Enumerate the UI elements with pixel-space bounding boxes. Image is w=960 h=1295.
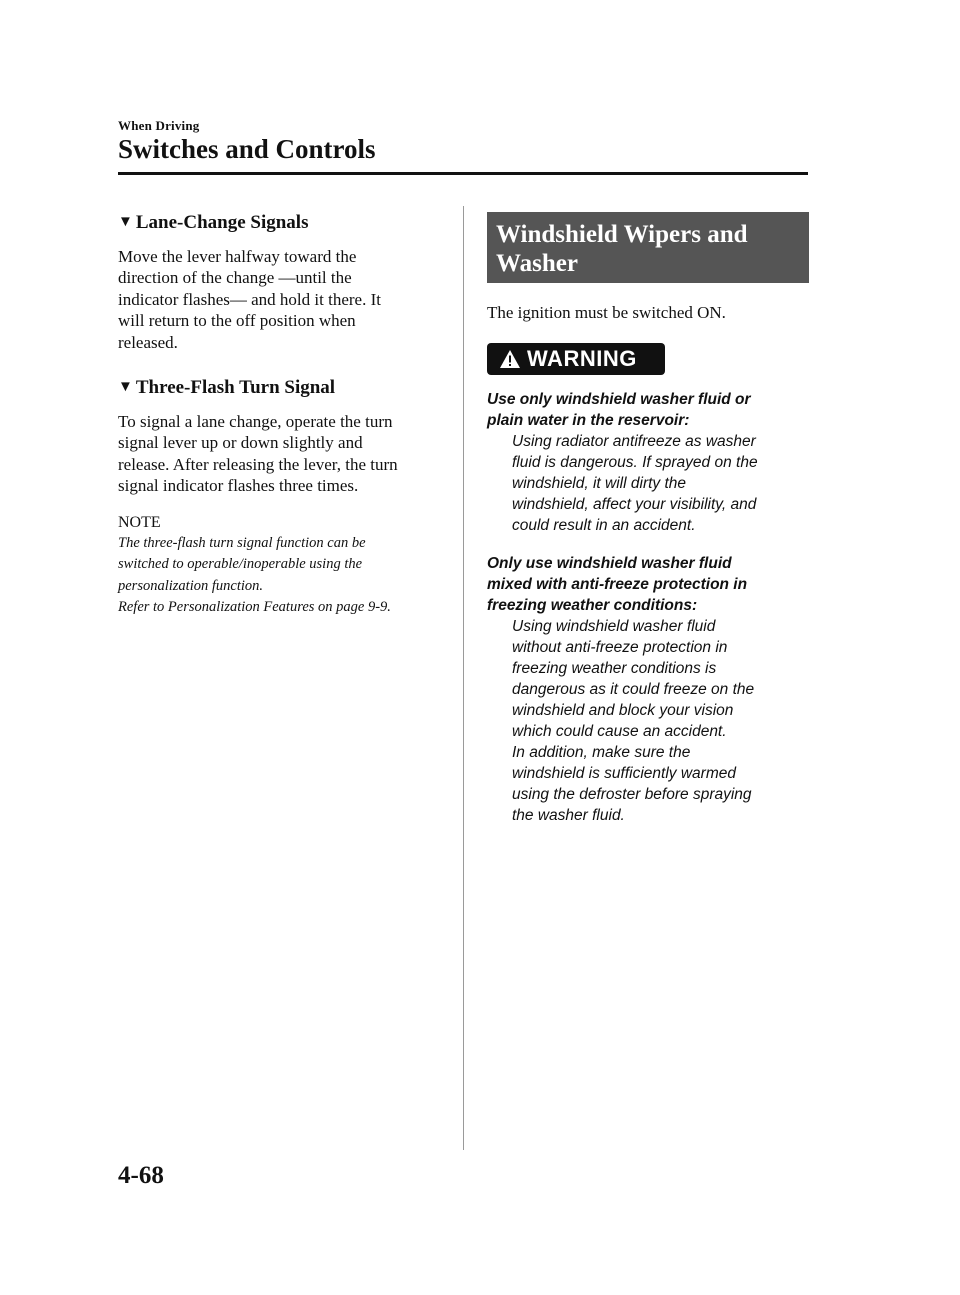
text-line: fluid is dangerous. If sprayed on the [512,454,758,471]
page-title: Switches and Controls [118,134,376,164]
subheading-three-flash [118,375,448,401]
text-line: direction of the change ―until the [118,268,352,288]
text-line: plain water in the reservoir: [487,412,690,429]
text-line: mixed with anti-freeze protection in [487,576,748,593]
right-column [487,212,809,826]
text-line: Use only windshield washer fluid or [487,391,751,408]
subheading-lane-change [118,210,448,236]
banner-line: Windshield Wipers and [496,221,748,248]
text-line: windshield, affect your visibility, and [512,496,757,513]
text-line: Move the lever halfway toward the [118,247,357,266]
text-line: Using radiator antifreeze as washer [512,433,756,450]
page-number: 4-68 [118,1162,164,1189]
warning-body [487,431,809,536]
warning-item [487,389,809,536]
warning-body [487,616,809,826]
left-column [118,210,448,619]
text-line: Only use windshield washer fluid [487,555,732,572]
text-line: In addition, make sure the [512,744,691,761]
note-label: NOTE [118,513,161,531]
text-line: freezing weather conditions is [512,660,717,677]
text-line: which could cause an accident. [512,723,727,740]
text-line: To signal a lane change, operate the turn [118,412,393,432]
warning-label: WARNING [527,346,637,371]
text-line: using the defroster before spraying [512,786,752,803]
text-line: without anti-freeze protection in [512,639,728,656]
text-line: The three-flash turn signal function can be [118,534,366,551]
warning-lead [487,389,809,431]
text-line: freezing weather conditions: [487,597,698,614]
text-line: switched to operable/inoperable using the [118,556,363,573]
chapter-kicker: When Driving [118,118,200,133]
text-line: signal lever up or down slightly and [118,433,363,453]
text-line: signal indicator flashes three times. [118,476,359,496]
warning-triangle-icon [499,349,521,369]
subheading-lane-change-text: Lane-Change Signals [135,212,309,233]
banner-line: Washer [496,250,578,277]
triangle-down-icon: ▼ [118,214,133,230]
warning-lead [487,553,809,616]
text-line: release. After releasing the lever, the turn [118,454,398,474]
text-line: windshield, it will dirty the [512,475,687,492]
warning-badge [487,343,665,375]
text-line: released. [118,332,178,352]
header-rule [118,172,808,175]
text-line: personalization function. [118,577,263,594]
intro-text: The ignition must be switched ON. [487,303,726,322]
warning-item [487,553,809,826]
text-line: Refer to Personalization Features on page 9-9. [118,599,391,616]
column-divider [463,206,464,1150]
text-line: the washer fluid. [512,807,625,824]
three-flash-paragraph [118,411,448,497]
lane-change-paragraph [118,246,448,353]
text-line: windshield is sufficiently warmed [512,765,736,782]
note-text [118,533,448,619]
text-line: indicator flashes― and hold it there. It [118,289,381,309]
subheading-three-flash-text: Three-Flash Turn Signal [135,377,336,399]
section-banner [487,212,809,283]
text-line: could result in an accident. [512,517,696,534]
text-line: dangerous as it could freeze on the [512,681,755,698]
text-line: will return to the off position when [118,311,356,331]
text-line: windshield and block your vision [512,702,734,719]
text-line: Using windshield washer fluid [512,618,716,635]
triangle-down-icon: ▼ [118,379,133,396]
